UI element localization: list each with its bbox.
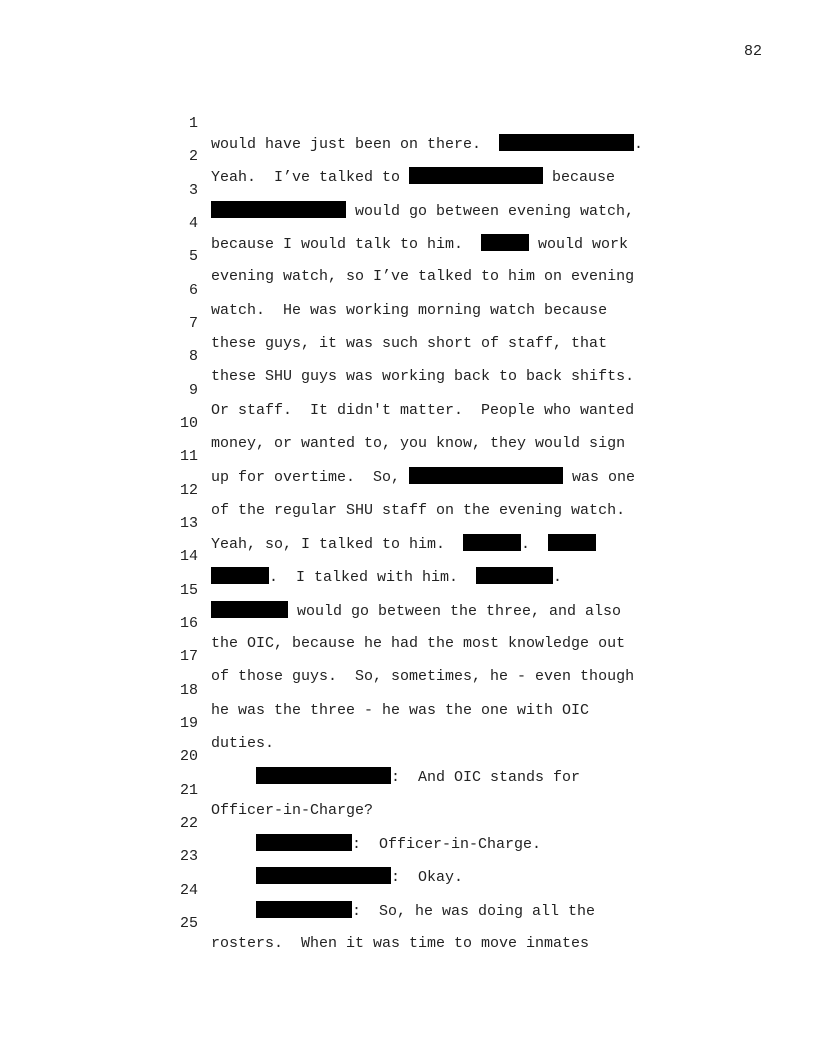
text-segment: . I talked with him.: [269, 569, 477, 586]
line-number: 20: [179, 748, 198, 765]
transcript-line: [0, 94, 816, 153]
line-number: 16: [179, 615, 198, 632]
text-segment: .: [553, 569, 563, 586]
line-text: rosters. When it was time to move inmates: [211, 935, 590, 952]
text-segment: : So, he was doing all the: [352, 903, 596, 920]
line-text: these guys, it was such short of staff, that: [211, 335, 608, 352]
line-number: 21: [179, 782, 198, 799]
text-segment: because: [543, 169, 616, 186]
transcript-line: [0, 261, 816, 319]
transcript-line: [0, 527, 816, 586]
transcript-line: [0, 494, 816, 553]
line-number: 2: [188, 148, 198, 165]
text-segment: was one: [563, 469, 636, 486]
transcript-line: [0, 861, 816, 920]
text-segment: would go between evening watch,: [346, 203, 635, 220]
text-segment: would have just been on there.: [211, 136, 500, 153]
transcript-line: [0, 361, 816, 419]
line-text: the OIC, because he had the most knowledge out: [211, 635, 626, 652]
transcript-line: [0, 127, 816, 186]
transcript-line: [0, 761, 816, 819]
text-segment: .: [634, 136, 644, 153]
line-number: 12: [179, 482, 198, 499]
transcript-line: [0, 727, 816, 786]
transcript-line: [0, 894, 816, 952]
transcript-line: [0, 227, 816, 285]
text-segment: Yeah. I’ve talked to: [211, 169, 410, 186]
transcript-line: [0, 594, 816, 652]
transcript-line: [0, 694, 816, 752]
line-number: 22: [179, 815, 198, 832]
text-segment: .: [521, 536, 549, 553]
transcript-line: [0, 561, 816, 620]
line-number: 25: [179, 915, 198, 932]
line-number: 11: [179, 448, 198, 465]
line-text: Officer-in-Charge?: [211, 802, 374, 819]
line-text: duties.: [211, 735, 275, 752]
text-segment: would go between the three, and also: [288, 603, 622, 620]
line-number: 4: [188, 215, 198, 232]
transcript-line: [0, 394, 816, 452]
line-number: 13: [179, 515, 198, 532]
line-number: 5: [188, 248, 198, 265]
transcript-line: [0, 461, 816, 519]
text-segment: because I would talk to him.: [211, 236, 482, 253]
line-number: 14: [179, 548, 198, 565]
line-text: Or staff. It didn't matter. People who wanted: [211, 402, 635, 419]
transcript-line: [0, 627, 816, 685]
transcript-line: [0, 427, 816, 486]
line-number: 10: [179, 415, 198, 432]
text-segment: would work: [529, 236, 629, 253]
line-number: 6: [188, 282, 198, 299]
transcript-line: [0, 327, 816, 385]
line-text: he was the three - he was the one with OIC: [211, 702, 590, 719]
text-segment: : Okay.: [391, 869, 464, 886]
transcript-line: [0, 161, 816, 220]
text-segment: up for overtime. So,: [211, 469, 410, 486]
line-text: evening watch, so I’ve talked to him on evening: [211, 268, 635, 285]
line-number: 19: [179, 715, 198, 732]
line-text: money, or wanted to, you know, they would sign: [211, 435, 626, 452]
transcript-line: [0, 661, 816, 719]
line-text: watch. He was working morning watch because: [211, 302, 608, 319]
line-number: 9: [188, 382, 198, 399]
page-number: 82: [743, 43, 762, 60]
line-text: of those guys. So, sometimes, he - even though: [211, 668, 635, 685]
text-segment: : Officer-in-Charge.: [352, 836, 542, 853]
line-number: 18: [179, 682, 198, 699]
line-number: 15: [179, 582, 198, 599]
text-segment: Yeah, so, I talked to him.: [211, 536, 464, 553]
line-number: 7: [188, 315, 198, 332]
line-number: 8: [188, 348, 198, 365]
transcript-line: [0, 827, 816, 886]
line-number: 3: [188, 182, 198, 199]
transcript-line: [0, 794, 816, 853]
line-number: 17: [179, 648, 198, 665]
line-number: 24: [179, 882, 198, 899]
line-text: these SHU guys was working back to back shifts.: [211, 368, 635, 385]
line-text: of the regular SHU staff on the evening watch.: [211, 502, 626, 519]
text-segment: : And OIC stands for: [391, 769, 581, 786]
line-number: 1: [188, 115, 198, 132]
line-number: 23: [179, 848, 198, 865]
transcript-line: [0, 194, 816, 253]
transcript-line: [0, 294, 816, 352]
